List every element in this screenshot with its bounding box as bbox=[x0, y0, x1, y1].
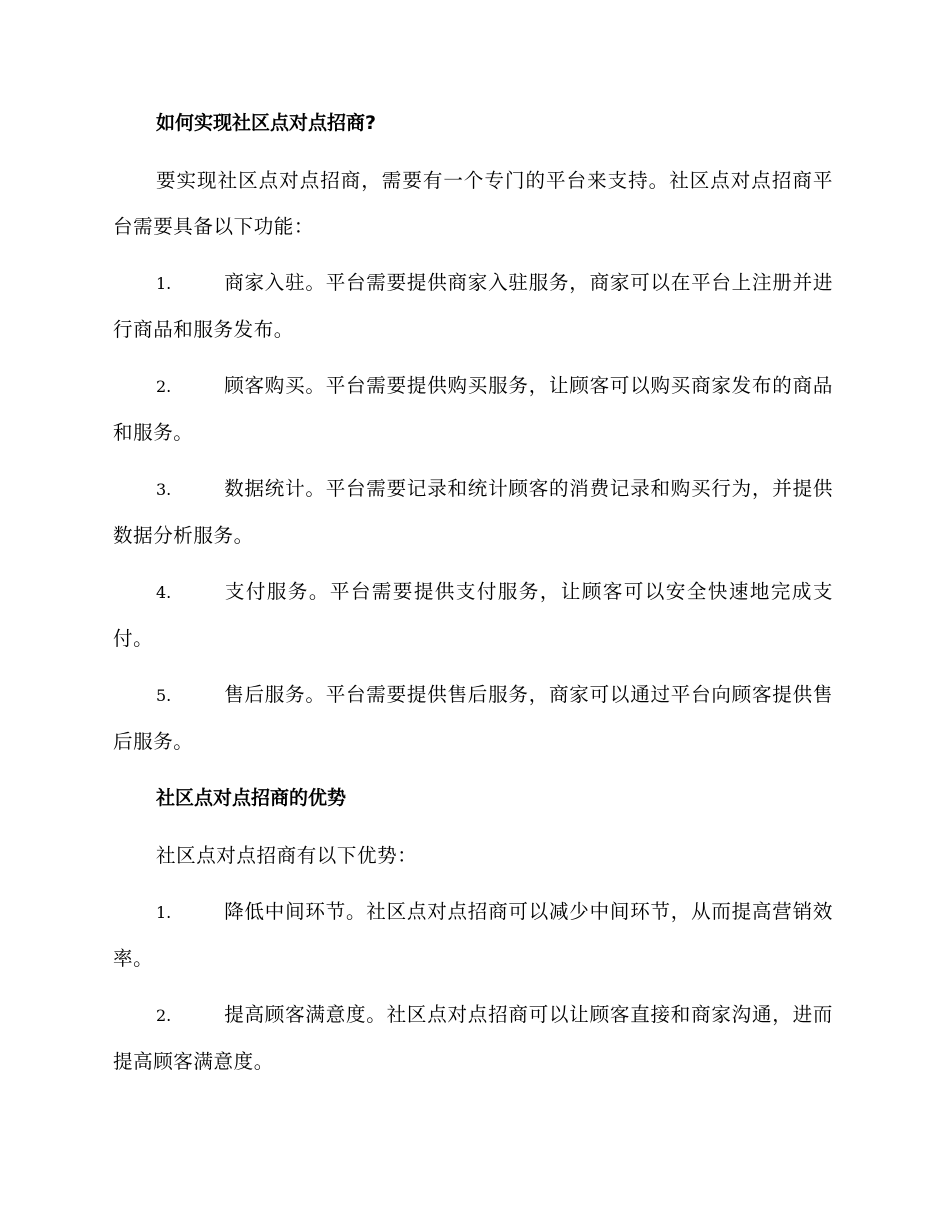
section-intro-implementation: 要实现社区点对点招商，需要有一个专门的平台来支持。社区点对点招商平台需要具备以下功能： bbox=[113, 169, 833, 238]
list-item bbox=[113, 569, 833, 662]
list-item-text: 商家入驻。平台需要提供商家入驻服务，商家可以在平台上注册并进行商品和服务发布。 bbox=[113, 271, 833, 341]
section-heading-advantages: 社区点对点招商的优势 bbox=[156, 787, 347, 809]
list-item bbox=[113, 672, 833, 765]
list-item-text: 降低中间环节。社区点对点招商可以减少中间环节，从而提高营销效率。 bbox=[113, 900, 833, 970]
list-item-number: 2. bbox=[156, 377, 172, 396]
list-item bbox=[113, 260, 833, 353]
list-item-text: 数据统计。平台需要记录和统计顾客的消费记录和购买行为，并提供数据分析服务。 bbox=[113, 477, 833, 547]
list-item-number: 4. bbox=[156, 583, 172, 602]
section-heading-implementation: 如何实现社区点对点招商? bbox=[156, 112, 377, 134]
list-item-number: 1. bbox=[156, 903, 172, 922]
list-item-text: 顾客购买。平台需要提供购买服务，让顾客可以购买商家发布的商品和服务。 bbox=[113, 374, 833, 444]
list-item-number: 3. bbox=[156, 480, 172, 499]
list-item-number: 5. bbox=[156, 686, 172, 705]
list-item bbox=[113, 889, 833, 982]
list-item-text: 提高顾客满意度。社区点对点招商可以让顾客直接和商家沟通，进而提高顾客满意度。 bbox=[113, 1003, 833, 1073]
list-item-text: 售后服务。平台需要提供售后服务，商家可以通过平台向顾客提供售后服务。 bbox=[113, 683, 833, 753]
list-item bbox=[113, 363, 833, 456]
section-intro-advantages: 社区点对点招商有以下优势： bbox=[156, 844, 418, 867]
list-item-number: 2. bbox=[156, 1006, 172, 1025]
list-item-number: 1. bbox=[156, 274, 172, 293]
list-item bbox=[113, 992, 833, 1085]
list-item-text: 支付服务。平台需要提供支付服务，让顾客可以安全快速地完成支付。 bbox=[113, 580, 833, 650]
document-body bbox=[113, 100, 833, 1085]
list-item bbox=[113, 466, 833, 559]
